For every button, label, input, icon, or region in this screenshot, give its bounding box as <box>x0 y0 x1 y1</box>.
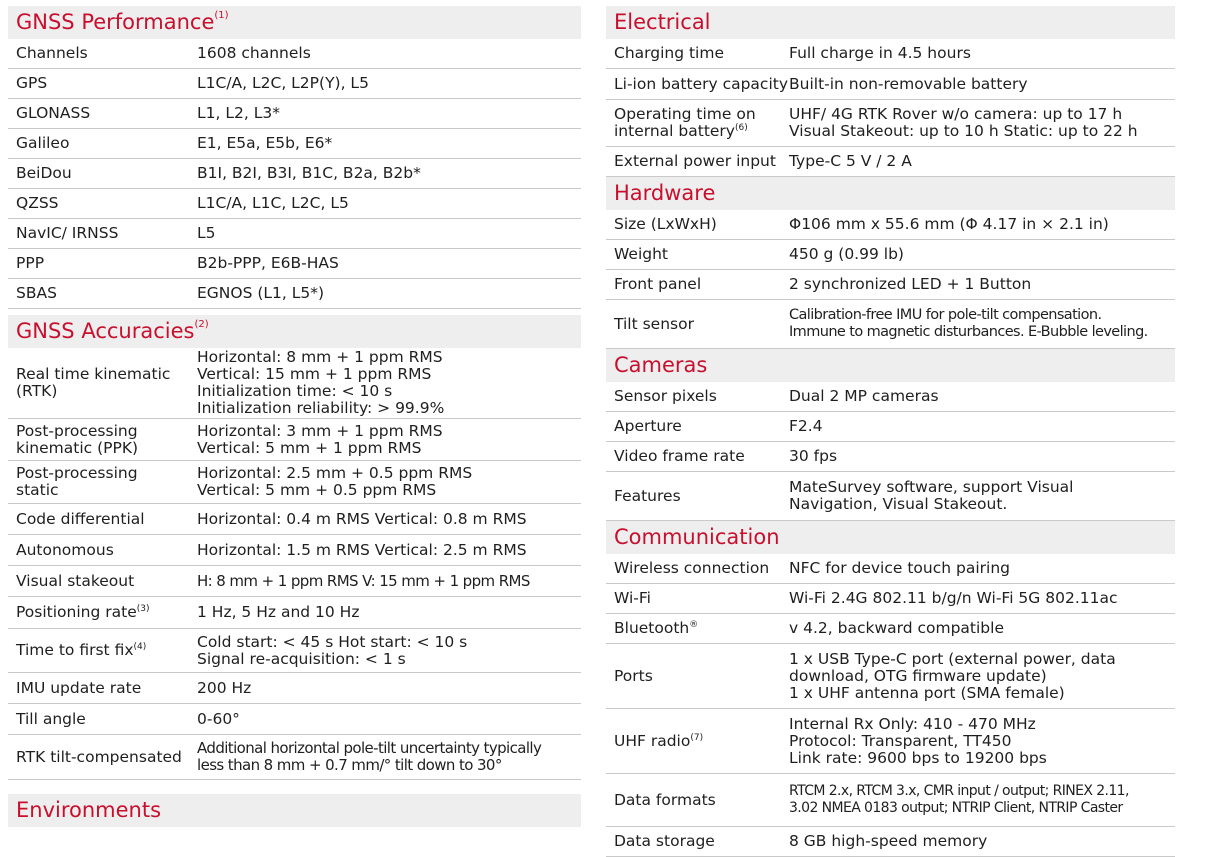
gnss-performance-title: GNSS Performance$^{(1)}$ <box>8 6 581 39</box>
spec-row-wireless: Wireless connection NFC for device touch pairing <box>606 554 1175 584</box>
spec-row-aperture: Aperture F2.4 <box>606 412 1175 442</box>
spec-row-imu-rate: IMU update rate 200 Hz <box>8 673 581 704</box>
table-row <box>8 99 581 129</box>
spec-row-operating-time: Operating time on internal battery$^{(6)}$ UHF/ 4G RTK Rover w/o camera: up to 17 h Visual Stakeout: up to 10 h Static: up to 22 h <box>606 100 1175 147</box>
spec-row-front-panel: Front panel 2 synchronized LED + 1 Button <box>606 270 1175 300</box>
spec-row-till-angle: Till angle 0-60° <box>8 704 581 735</box>
spec-row-post-static: Post-processing static Horizontal: 2.5 mm + 0.5 ppm RMS Vertical: 5 mm + 0.5 ppm RMS <box>8 461 581 504</box>
spec-label: Channels <box>16 44 88 62</box>
spec-row-rtk-tilt: RTK tilt-compensated Additional horizontal pole-tilt uncertainty typically less than 8 mm + 0.7 mm/° tilt down to 30° <box>8 735 581 780</box>
table-row <box>8 69 581 99</box>
spec-row-data-storage: Data storage 8 GB high-speed memory <box>606 827 1175 857</box>
spec-row-tilt-sensor: Tilt sensor Calibration-free IMU for pole-tilt compensation. Immune to magnetic disturbances. E-Bubble leveling. <box>606 300 1175 349</box>
spec-row-features: Features MateSurvey software, support Visual Navigation, Visual Stakeout. <box>606 472 1175 521</box>
spec-row-ppk: Post-processing kinematic (PPK) Horizontal: 3 mm + 1 ppm RMS Vertical: 5 mm + 1 ppm RMS <box>8 419 581 461</box>
spec-row-wifi: Wi-Fi Wi-Fi 2.4G 802.11 b/g/n Wi-Fi 5G 802.11ac <box>606 584 1175 614</box>
table-row <box>8 279 581 309</box>
spec-row-bluetooth: Bluetooth® v 4.2, backward compatible <box>606 614 1175 644</box>
spec-label: GLONASS <box>16 104 91 122</box>
spec-row-ports: Ports 1 x USB Type-C port (external power, data download, OTG firmware update) 1 x UHF antenna port (SMA female) <box>606 644 1175 709</box>
spec-row-frame-rate: Video frame rate 30 fps <box>606 442 1175 472</box>
spec-value: EGNOS (L1, L5*) <box>197 284 325 302</box>
spec-label: QZSS <box>16 194 59 212</box>
spec-row-visual-stakeout: Visual stakeout H: 8 mm + 1 ppm RMS V: 15 mm + 1 ppm RMS <box>8 566 581 597</box>
spec-value: L1C/A, L2C, L2P(Y), L5 <box>197 74 369 92</box>
spec-row-positioning-rate: Positioning rate$^{(3)}$ 1 Hz, 5 Hz and 10 Hz <box>8 597 581 629</box>
spec-row-size: Size (LxWxH) Φ106 mm x 55.6 mm (Φ 4.17 in × 2.1 in) <box>606 210 1175 240</box>
spec-value: E1, E5a, E5b, E6* <box>197 134 333 152</box>
spec-row-battery: Li-ion battery capacity Built-in non-removable battery <box>606 69 1175 100</box>
table-row <box>8 249 581 279</box>
environments-title: Environments <box>8 794 581 827</box>
cameras-title: Cameras <box>606 349 1175 382</box>
spec-value: B2b-PPP, E6B-HAS <box>197 254 339 272</box>
communication-title: Communication <box>606 521 1175 554</box>
spec-row-uhf-radio: UHF radio$^{(7)}$ Internal Rx Only: 410 - 470 MHz Protocol: Transparent, TT450 Link rate: 9600 bps to 19200 bps <box>606 709 1175 774</box>
spec-row-weight: Weight 450 g (0.99 lb) <box>606 240 1175 270</box>
spec-label: Galileo <box>16 134 70 152</box>
spec-row-time-to-first-fix: Time to first fix$^{(4)}$ Cold start: < 45 s Hot start: < 10 s Signal re-acquisition: < 1 s <box>8 629 581 673</box>
spec-row-data-formats: Data formats RTCM 2.x, RTCM 3.x, CMR input / output; RINEX 2.11, 3.02 NMEA 0183 output; NTRIP Client, NTRIP Caster <box>606 774 1175 827</box>
spec-label: PPP <box>16 254 45 272</box>
spec-label: GPS <box>16 74 48 92</box>
spec-row-code-differential: Code differential Horizontal: 0.4 m RMS Vertical: 0.8 m RMS <box>8 504 581 535</box>
spec-label: SBAS <box>16 284 57 302</box>
spec-row-external-power: External power input Type-C 5 V / 2 A <box>606 147 1175 177</box>
spec-value: L1, L2, L3* <box>197 104 280 122</box>
spec-value: L5 <box>197 224 216 242</box>
gnss-performance-table <box>8 39 581 309</box>
spec-label: NavIC/ IRNSS <box>16 224 119 242</box>
spec-value: B1I, B2I, B3I, B1C, B2a, B2b* <box>197 164 421 182</box>
table-row <box>8 219 581 249</box>
table-row <box>8 189 581 219</box>
spec-label: BeiDou <box>16 164 72 182</box>
hardware-title: Hardware <box>606 177 1175 210</box>
table-row <box>8 39 581 69</box>
gnss-accuracies-title: GNSS Accuracies$^{(2)}$ <box>8 315 581 348</box>
spec-value: L1C/A, L1C, L2C, L5 <box>197 194 349 212</box>
spec-value: 1608 channels <box>197 44 311 62</box>
right-column <box>606 6 1175 857</box>
spec-row-charging: Charging time Full charge in 4.5 hours <box>606 39 1175 69</box>
electrical-title: Electrical <box>606 6 1175 39</box>
spec-row-autonomous: Autonomous Horizontal: 1.5 m RMS Vertical: 2.5 m RMS <box>8 535 581 566</box>
table-row <box>8 159 581 189</box>
left-column <box>8 6 581 827</box>
spec-row-sensor-pixels: Sensor pixels Dual 2 MP cameras <box>606 382 1175 412</box>
table-row <box>8 129 581 159</box>
spec-row-rtk: Real time kinematic (RTK) Horizontal: 8 mm + 1 ppm RMS Vertical: 15 mm + 1 ppm RMS Initialization time: < 10 s Initialization reliability: > 99.9% <box>8 348 581 419</box>
